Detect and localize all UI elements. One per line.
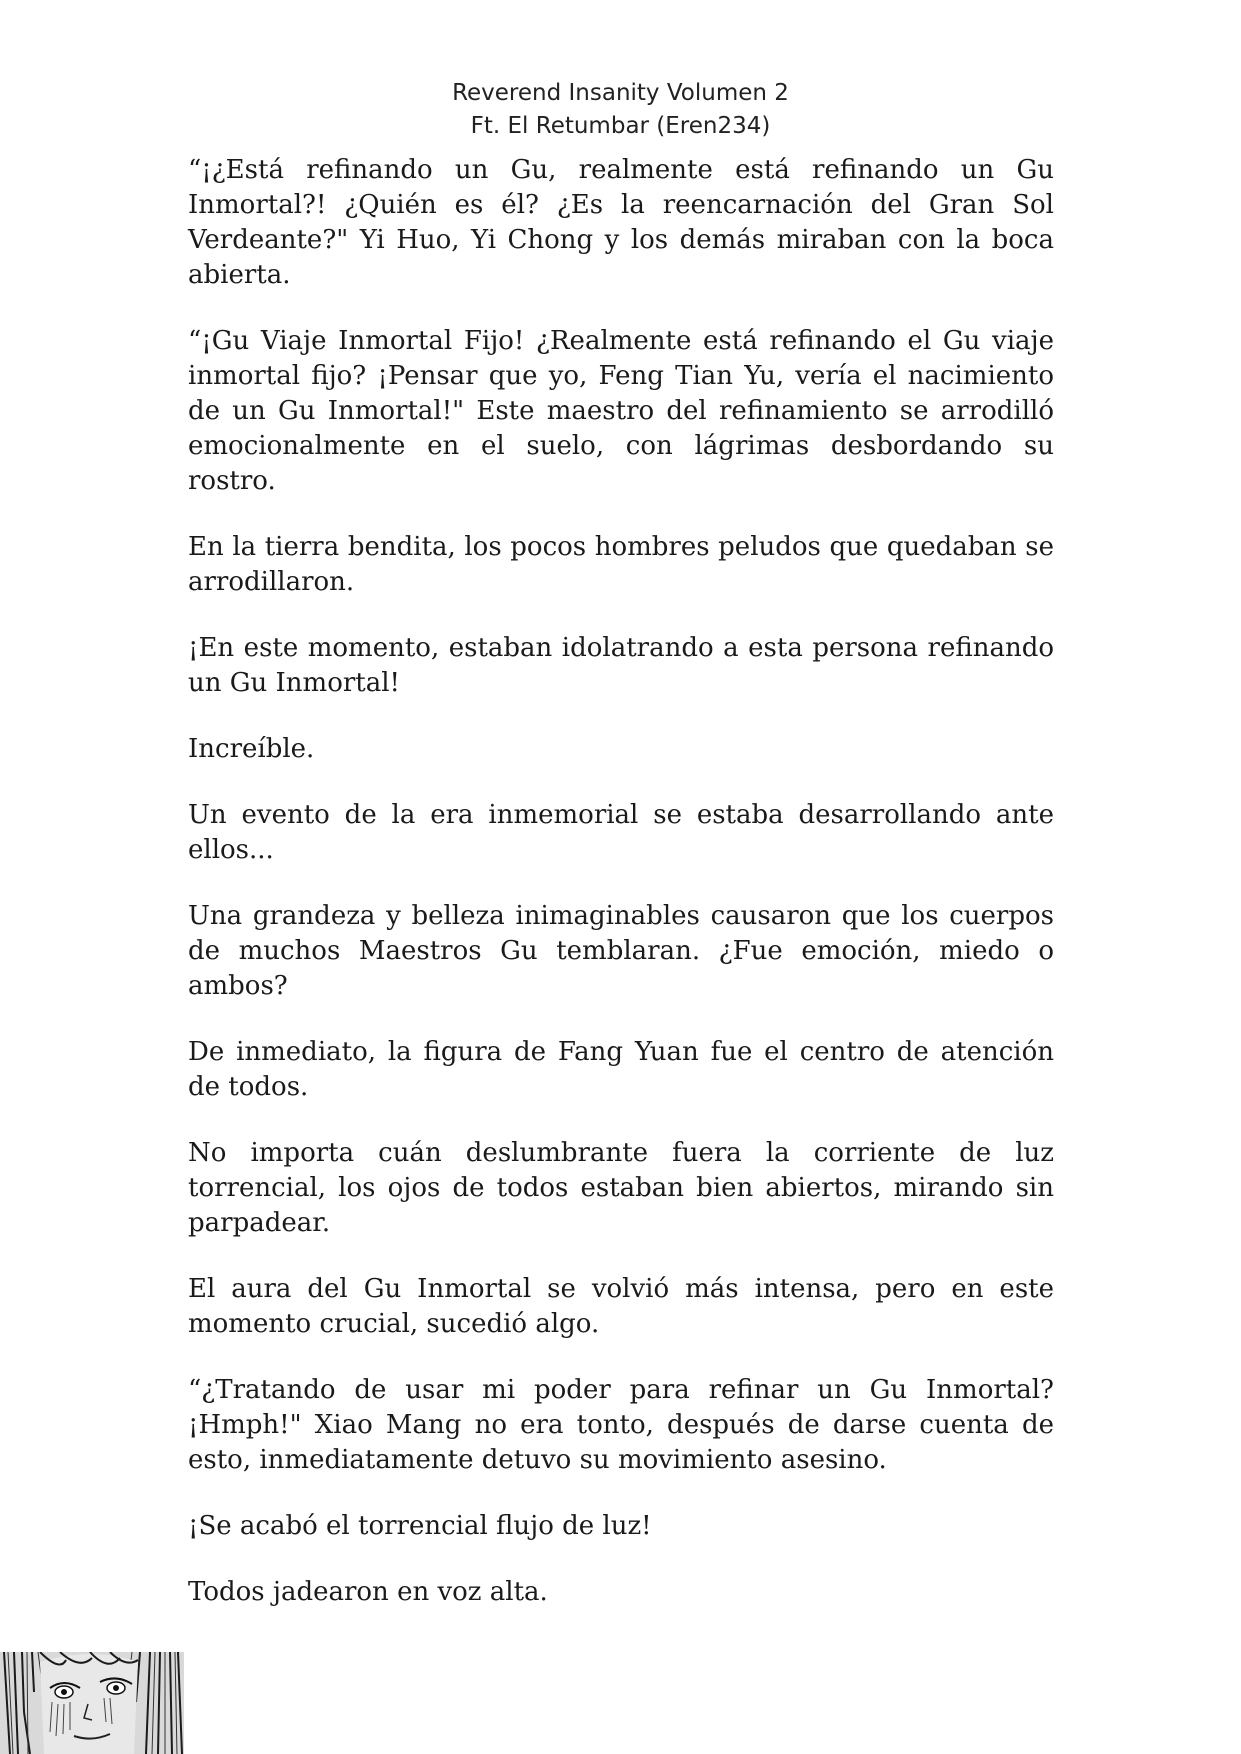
paragraph-13: Todos jadearon en voz alta.	[188, 1577, 548, 1607]
paragraph-11: “¿Tratando de usar mi poder para refinar un Gu Inmortal? ¡Hmph!" Xiao Mang no era tonto, después de darse cuenta de esto, inmediatamente detuvo su movimiento asesino.	[188, 1375, 1054, 1475]
page-header	[0, 77, 1241, 143]
header-title: Reverend Insanity Volumen 2	[452, 80, 789, 106]
paragraph-8: De inmediato, la figura de Fang Yuan fue el centro de atención de todos.	[188, 1037, 1054, 1102]
paragraph-2: “¡Gu Viaje Inmortal Fijo! ¿Realmente está refinando el Gu viaje inmortal fijo? ¡Pensar que yo, Feng Tian Yu, vería el nacimiento de un Gu Inmortal!" Este maestro del refinamiento se arrodilló emocionalmente en el suelo, con lágrimas desbordando su rostro.	[188, 326, 1054, 496]
paragraph-1: “¡¿Está refinando un Gu, realmente está refinando un Gu Inmortal?! ¿Quién es él? ¿Es la reencarnación del Gran Sol Verdeante?" Yi Huo, Yi Chong y los demás miraban con la boca abierta.	[188, 155, 1054, 290]
paragraph-9: No importa cuán deslumbrante fuera la corriente de luz torrencial, los ojos de todos estaban bien abiertos, mirando sin parpadear.	[188, 1138, 1054, 1238]
paragraph-12: ¡Se acabó el torrencial flujo de luz!	[188, 1511, 652, 1541]
paragraph-4: ¡En este momento, estaban idolatrando a esta persona refinando un Gu Inmortal!	[188, 633, 1054, 698]
chapter-body	[188, 153, 1054, 1641]
header-subtitle: Ft. El Retumbar (Eren234)	[470, 113, 771, 139]
paragraph-3: En la tierra bendita, los pocos hombres peludos que quedaban se arrodillaron.	[188, 532, 1054, 597]
manga-illustration	[0, 1652, 184, 1754]
paragraph-10: El aura del Gu Inmortal se volvió más intensa, pero en este momento crucial, sucedió algo.	[188, 1274, 1054, 1339]
paragraph-6: Un evento de la era inmemorial se estaba desarrollando ante ellos...	[188, 800, 1054, 865]
paragraph-5: Increíble.	[188, 734, 315, 764]
paragraph-7: Una grandeza y belleza inimaginables causaron que los cuerpos de muchos Maestros Gu temblaran. ¿Fue emoción, miedo o ambos?	[188, 901, 1054, 1001]
